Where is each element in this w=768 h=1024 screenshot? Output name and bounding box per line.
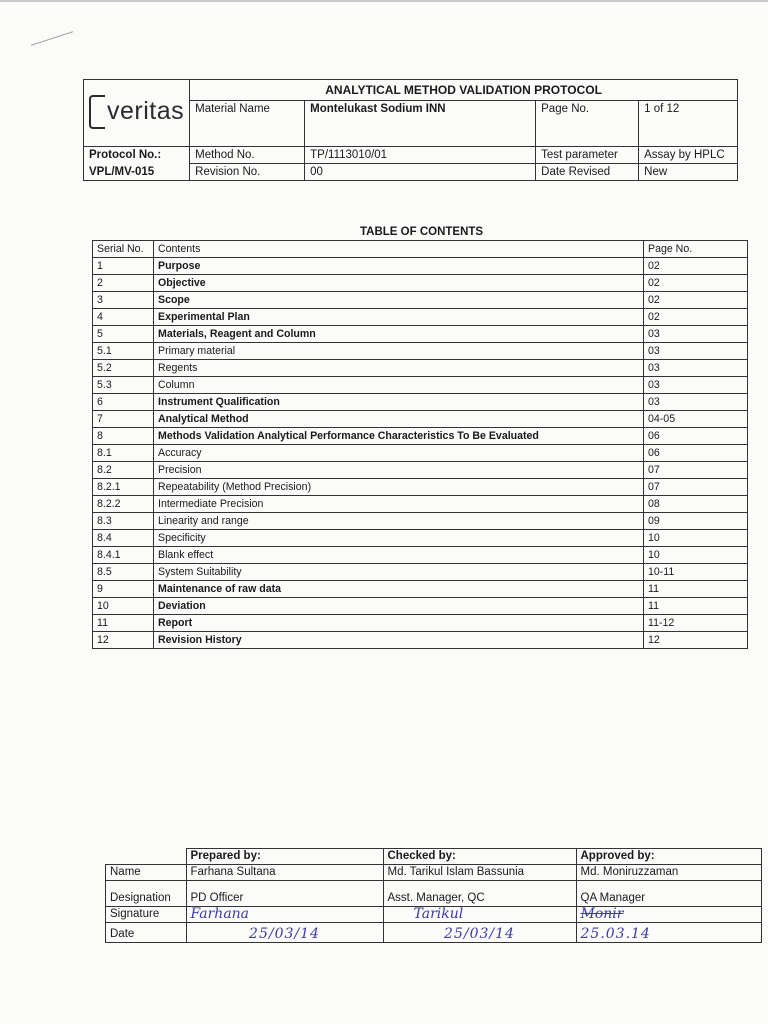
toc-page-no: 07 <box>644 479 748 496</box>
toc-page-no: 02 <box>644 275 748 292</box>
checked-by-label: Checked by: <box>383 849 576 865</box>
toc-page-no: 03 <box>644 326 748 343</box>
toc-page-no: 02 <box>644 309 748 326</box>
date-label: Date <box>106 923 187 943</box>
toc-contents: Instrument Qualification <box>154 394 644 411</box>
toc-row <box>93 377 748 394</box>
veritas-logo <box>89 95 184 129</box>
document-title: ANALYTICAL METHOD VALIDATION PROTOCOL <box>190 80 738 101</box>
toc-row <box>93 394 748 411</box>
toc-page-no: 10 <box>644 547 748 564</box>
toc-contents: Methods Validation Analytical Performance Characteristics To Be Evaluated <box>154 428 644 445</box>
toc-row <box>93 564 748 581</box>
toc-serial: 8.2.1 <box>93 479 154 496</box>
toc-contents: Intermediate Precision <box>154 496 644 513</box>
approved-designation: QA Manager <box>576 881 762 907</box>
signature-header-row <box>106 849 762 865</box>
toc-page-no: 11 <box>644 598 748 615</box>
toc-serial: 8.4.1 <box>93 547 154 564</box>
toc-contents: Maintenance of raw data <box>154 581 644 598</box>
checked-name: Md. Tarikul Islam Bassunia <box>383 865 576 881</box>
toc-page-no: 03 <box>644 377 748 394</box>
toc-row <box>93 598 748 615</box>
toc-serial: 2 <box>93 275 154 292</box>
toc-contents: Deviation <box>154 598 644 615</box>
toc-serial: 8.1 <box>93 445 154 462</box>
protocol-no-label: Protocol No.: <box>84 147 190 164</box>
toc-header-contents: Contents <box>154 241 644 258</box>
toc-body <box>93 258 748 649</box>
toc-serial: 3 <box>93 292 154 309</box>
toc-contents: Scope <box>154 292 644 309</box>
toc-contents: Revision History <box>154 632 644 649</box>
signature-name-row <box>106 865 762 881</box>
material-name-value: Montelukast Sodium INN <box>305 101 536 147</box>
approved-date: 25.03.14 <box>576 923 762 943</box>
method-no-value: TP/1113010/01 <box>305 147 536 164</box>
toc-page-no: 11 <box>644 581 748 598</box>
toc-page-no: 03 <box>644 343 748 360</box>
toc-row <box>93 275 748 292</box>
toc-page-no: 10-11 <box>644 564 748 581</box>
toc-page-no: 06 <box>644 428 748 445</box>
protocol-no-value: VPL/MV-015 <box>84 164 190 181</box>
signature-label: Signature <box>106 907 187 923</box>
signature-date-row <box>106 923 762 943</box>
checked-date: 25/03/14 <box>383 923 576 943</box>
toc-title: TABLE OF CONTENTS <box>360 226 484 238</box>
toc-contents: Column <box>154 377 644 394</box>
prepared-by-label: Prepared by: <box>186 849 383 865</box>
toc-serial: 8.2 <box>93 462 154 479</box>
toc-serial: 8.3 <box>93 513 154 530</box>
toc-serial: 5.2 <box>93 360 154 377</box>
toc-contents: Accuracy <box>154 445 644 462</box>
toc-contents: Primary material <box>154 343 644 360</box>
toc-contents: Specificity <box>154 530 644 547</box>
pen-stroke-mark <box>31 31 73 46</box>
toc-header-row <box>93 241 748 258</box>
toc-contents: Objective <box>154 275 644 292</box>
toc-serial: 7 <box>93 411 154 428</box>
toc-page-no: 11-12 <box>644 615 748 632</box>
toc-row <box>93 309 748 326</box>
toc-header-serial: Serial No. <box>93 241 154 258</box>
test-parameter-label: Test parameter <box>536 147 639 164</box>
toc-page-no: 04-05 <box>644 411 748 428</box>
toc-row <box>93 292 748 309</box>
toc-row <box>93 326 748 343</box>
date-revised-label: Date Revised <box>536 164 639 181</box>
toc-contents: Purpose <box>154 258 644 275</box>
toc-page-no: 02 <box>644 258 748 275</box>
toc-page-no: 08 <box>644 496 748 513</box>
toc-serial: 12 <box>93 632 154 649</box>
toc-page-no: 03 <box>644 360 748 377</box>
page-no-label: Page No. <box>536 101 639 147</box>
blank-corner-cell <box>106 849 187 865</box>
toc-row <box>93 513 748 530</box>
toc-header-page: Page No. <box>644 241 748 258</box>
checked-designation: Asst. Manager, QC <box>383 881 576 907</box>
toc-page-no: 10 <box>644 530 748 547</box>
material-name-label: Material Name <box>190 101 305 147</box>
toc-serial: 4 <box>93 309 154 326</box>
toc-page-no: 02 <box>644 292 748 309</box>
toc-row <box>93 632 748 649</box>
toc-contents: Analytical Method <box>154 411 644 428</box>
prepared-designation: PD Officer <box>186 881 383 907</box>
designation-label: Designation <box>106 881 187 907</box>
prepared-name: Farhana Sultana <box>186 865 383 881</box>
date-revised-value: New <box>639 164 738 181</box>
signature-sign-row <box>106 907 762 923</box>
toc-serial: 1 <box>93 258 154 275</box>
toc-contents: System Suitability <box>154 564 644 581</box>
approved-signature: Monir <box>576 907 762 923</box>
toc-contents: Precision <box>154 462 644 479</box>
toc-page-no: 03 <box>644 394 748 411</box>
name-label: Name <box>106 865 187 881</box>
toc-serial: 8 <box>93 428 154 445</box>
approved-name: Md. Moniruzzaman <box>576 865 762 881</box>
signature-table <box>105 848 762 943</box>
toc-serial: 5.1 <box>93 343 154 360</box>
toc-contents: Repeatability (Method Precision) <box>154 479 644 496</box>
toc-page-no: 12 <box>644 632 748 649</box>
toc-row <box>93 479 748 496</box>
toc-row <box>93 462 748 479</box>
test-parameter-value: Assay by HPLC <box>639 147 738 164</box>
toc-page-no: 07 <box>644 462 748 479</box>
toc-serial: 10 <box>93 598 154 615</box>
toc-row <box>93 547 748 564</box>
toc-serial: 8.4 <box>93 530 154 547</box>
toc-contents: Blank effect <box>154 547 644 564</box>
toc-row <box>93 360 748 377</box>
toc-serial: 6 <box>93 394 154 411</box>
toc-contents: Experimental Plan <box>154 309 644 326</box>
page-edge <box>0 0 768 2</box>
signature-designation-row <box>106 881 762 907</box>
toc-row <box>93 615 748 632</box>
toc-row <box>93 428 748 445</box>
toc-table <box>92 240 748 649</box>
toc-serial: 9 <box>93 581 154 598</box>
toc-contents: Linearity and range <box>154 513 644 530</box>
toc-row <box>93 496 748 513</box>
toc-row <box>93 411 748 428</box>
toc-serial: 11 <box>93 615 154 632</box>
logo-cell <box>84 80 190 147</box>
toc-row <box>93 530 748 547</box>
page-no-value: 1 of 12 <box>639 101 738 147</box>
approved-by-label: Approved by: <box>576 849 762 865</box>
toc-row <box>93 445 748 462</box>
toc-page-no: 06 <box>644 445 748 462</box>
protocol-header-table <box>83 79 738 181</box>
toc-contents: Regents <box>154 360 644 377</box>
toc-row <box>93 258 748 275</box>
revision-no-value: 00 <box>305 164 536 181</box>
logo-hexagon-icon <box>89 95 105 129</box>
prepared-signature: Farhana <box>186 907 383 923</box>
toc-serial: 8.5 <box>93 564 154 581</box>
toc-serial: 5.3 <box>93 377 154 394</box>
toc-serial: 8.2.2 <box>93 496 154 513</box>
checked-signature: Tarikul <box>383 907 576 923</box>
revision-no-label: Revision No. <box>190 164 305 181</box>
method-no-label: Method No. <box>190 147 305 164</box>
logo-text: veritas <box>107 97 185 125</box>
toc-serial: 5 <box>93 326 154 343</box>
prepared-date: 25/03/14 <box>186 923 383 943</box>
toc-page-no: 09 <box>644 513 748 530</box>
toc-row <box>93 581 748 598</box>
toc-contents: Report <box>154 615 644 632</box>
toc-contents: Materials, Reagent and Column <box>154 326 644 343</box>
toc-row <box>93 343 748 360</box>
